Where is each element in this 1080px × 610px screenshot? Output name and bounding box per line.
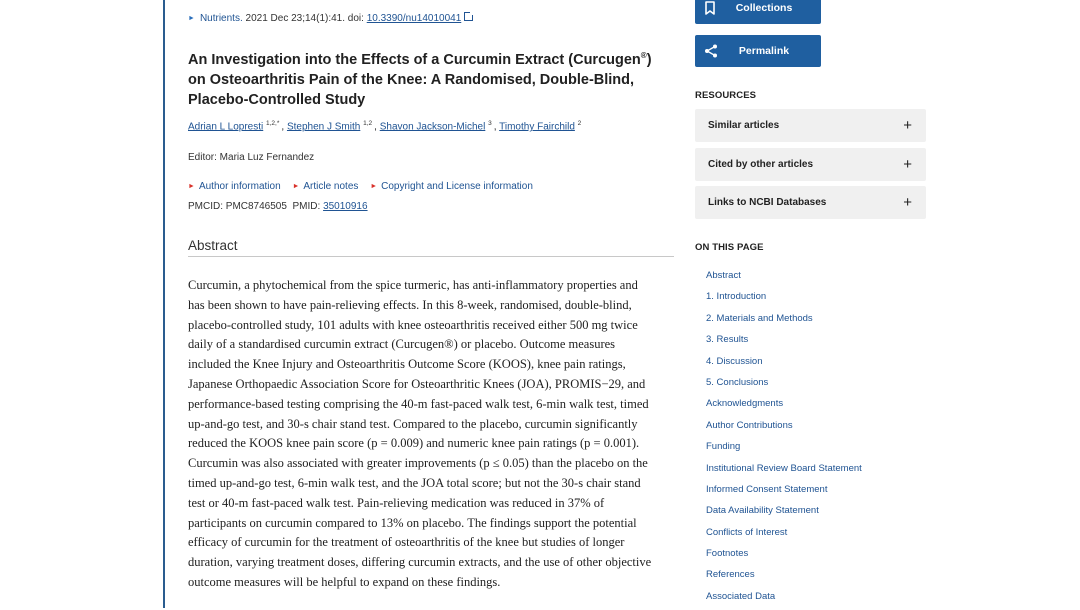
abstract-line: Curcumin was also associated with greater improvements (p ≤ 0.05) than the placebo on the xyxy=(188,456,648,471)
author-link[interactable]: Adrian L Lopresti xyxy=(188,121,264,133)
abstract-line: daily of a standardised curcumin extract (Curcugen®) or placebo. Outcome measures xyxy=(188,337,616,352)
abstract-body xyxy=(188,276,678,593)
on-this-page-nav xyxy=(706,268,862,610)
pmcid: PMCID: PMC8746505 xyxy=(188,201,287,212)
collections-label: Collections xyxy=(735,2,793,14)
pmid-link[interactable]: 35010916 xyxy=(323,201,368,212)
resource-label: Similar articles xyxy=(708,120,780,131)
toc-link[interactable]: Data Availability Statement xyxy=(706,505,819,517)
author-link[interactable]: Shavon Jackson-Michel xyxy=(379,121,486,133)
resource-label: Cited by other articles xyxy=(708,159,814,170)
article-notes-bar xyxy=(188,181,542,192)
permalink-label: Permalink xyxy=(738,45,790,57)
resource-similar-articles[interactable] xyxy=(695,109,926,142)
author-affiliation: 1,2,* xyxy=(266,120,280,127)
author-affiliation: 2 xyxy=(577,120,582,127)
caret-right-icon: ► xyxy=(188,183,195,190)
author-affiliation: 3 xyxy=(488,120,492,127)
abstract-line: reduced the KOOS knee pain score (p = 0.009) and numeric knee pain ratings (p = 0.001). xyxy=(188,436,640,451)
abstract-line: outcome measures will be helpful to expand on these findings. xyxy=(188,574,501,589)
collections-button[interactable] xyxy=(695,0,821,24)
author-link[interactable]: Stephen J Smith xyxy=(286,121,361,133)
abstract-line: timed up-and-go test, 6-min walk test, and the JOA total score; but not the 30-s chair stand xyxy=(188,475,641,490)
abstract-line: performance-based testing comprising the 40-m fast-paced walk test, 6-min walk test, timed xyxy=(188,396,649,411)
abstract-divider xyxy=(188,256,674,257)
article-title xyxy=(188,46,668,110)
abstract-line: Curcumin, a phytochemical from the spice turmeric, has anti-inflammatory properties and xyxy=(188,278,638,292)
toc-link[interactable]: Conflicts of Interest xyxy=(706,526,788,538)
abstract-line: participants on curcumin compared to 13% on placebo. The findings support the potential xyxy=(188,515,637,530)
resource-cited-by[interactable] xyxy=(695,148,926,181)
author-affiliation: 1,2 xyxy=(363,120,373,127)
resource-ncbi-links[interactable] xyxy=(695,186,926,219)
toc-link[interactable]: Footnotes xyxy=(706,548,749,560)
journal-link[interactable]: Nutrients. xyxy=(199,13,243,24)
toc-link[interactable]: Author Contributions xyxy=(706,419,793,431)
plus-icon: + xyxy=(903,156,912,173)
page-left-rule xyxy=(163,0,165,608)
abstract-line: Japanese Orthopaedic Association Score for Osteoarthritic Knees (JOA), PROMIS−29, and xyxy=(188,376,646,391)
toc-link[interactable]: Associated Data xyxy=(706,590,776,602)
copyright-toggle[interactable] xyxy=(370,181,533,192)
abstract-line: duration, varying treatment doses, differing curcumin extracts, and the use of other objective xyxy=(188,555,652,570)
doi-link[interactable]: 10.3390/nu14010041 xyxy=(366,13,462,24)
plus-icon: + xyxy=(903,194,912,211)
toc-link[interactable]: References xyxy=(706,569,755,581)
abstract-line: efficacy of curcumin for the treatment of osteoarthritis of the knee but studies of longer xyxy=(188,535,625,550)
toc-link[interactable]: 1. Introduction xyxy=(706,291,767,303)
toc-link[interactable]: 4. Discussion xyxy=(706,355,763,367)
external-link-icon xyxy=(464,12,473,21)
abstract-line: up-and-go test, and 30-s chair stand test. Compared to the placebo, curcumin significantly xyxy=(188,416,638,431)
caret-right-icon: ► xyxy=(370,183,378,190)
resources-heading: RESOURCES xyxy=(695,90,757,101)
toc-link[interactable]: 5. Conclusions xyxy=(706,376,769,388)
author-link[interactable]: Timothy Fairchild xyxy=(499,121,575,133)
author-information-label: Author information xyxy=(198,181,281,192)
abstract-line: included the Knee Injury and Osteoarthritis Outcome Score (KOOS), knee pain ratings, xyxy=(188,357,626,372)
abstract-line: has been shown to have pain-relieving effects. In this 8-week, randomised, double-blind, xyxy=(188,297,632,312)
article-notes-toggle[interactable] xyxy=(292,181,358,192)
title-registered-mark: ® xyxy=(640,51,647,60)
toc-link[interactable]: 3. Results xyxy=(706,334,749,346)
abstract-line: placebo-controlled study, 101 adults with knee osteoarthritis received either 500 mg twice xyxy=(188,317,638,332)
author-list: Adrian L Lopresti $^{1,2,*}$ , Stephen J Smith $^{1,2}$ , Shavon Jackson-Michel $^3$ , Timothy Fairchild $^2$ xyxy=(188,120,582,133)
toc-link[interactable]: Acknowledgments xyxy=(706,398,784,410)
title-text-start: An Investigation into the Effects of a Curcumin Extract (Curcugen xyxy=(188,51,641,68)
abstract-line: test or 40-m fast-paced walk test. Pain-relieving medication was reduced in 37% of xyxy=(188,495,605,510)
article-notes-label: Article notes xyxy=(303,181,359,192)
permalink-button[interactable] xyxy=(695,35,821,67)
editor-line: Editor: Maria Luz Fernandez xyxy=(188,152,315,163)
citation-line xyxy=(188,12,473,24)
toc-link[interactable]: Funding xyxy=(706,441,741,453)
toc-link[interactable]: Institutional Review Board Statement xyxy=(706,462,862,474)
copyright-label: Copyright and License information xyxy=(381,181,533,192)
plus-icon: + xyxy=(903,117,912,134)
caret-right-icon: ► xyxy=(292,183,300,190)
title-text-end: ) on Osteoarthritis Pain of the Knee: A Randomised, Double-Blind, Placebo-Controlled Study xyxy=(188,51,652,108)
on-this-page-heading: ON THIS PAGE xyxy=(695,242,764,253)
pmid-label: PMID: xyxy=(292,201,324,212)
resource-label: Links to NCBI Databases xyxy=(708,197,827,208)
toc-link[interactable]: Informed Consent Statement xyxy=(706,483,828,495)
toc-link[interactable]: 2. Materials and Methods xyxy=(706,312,813,324)
toc-link[interactable]: Abstract xyxy=(706,270,741,281)
abstract-heading: Abstract xyxy=(188,238,238,253)
article-ids xyxy=(188,201,368,212)
author-information-toggle[interactable] xyxy=(188,181,281,192)
citation-info: 2021 Dec 23;14(1):41. doi: xyxy=(242,13,367,24)
caret-right-icon: ► xyxy=(188,15,195,22)
